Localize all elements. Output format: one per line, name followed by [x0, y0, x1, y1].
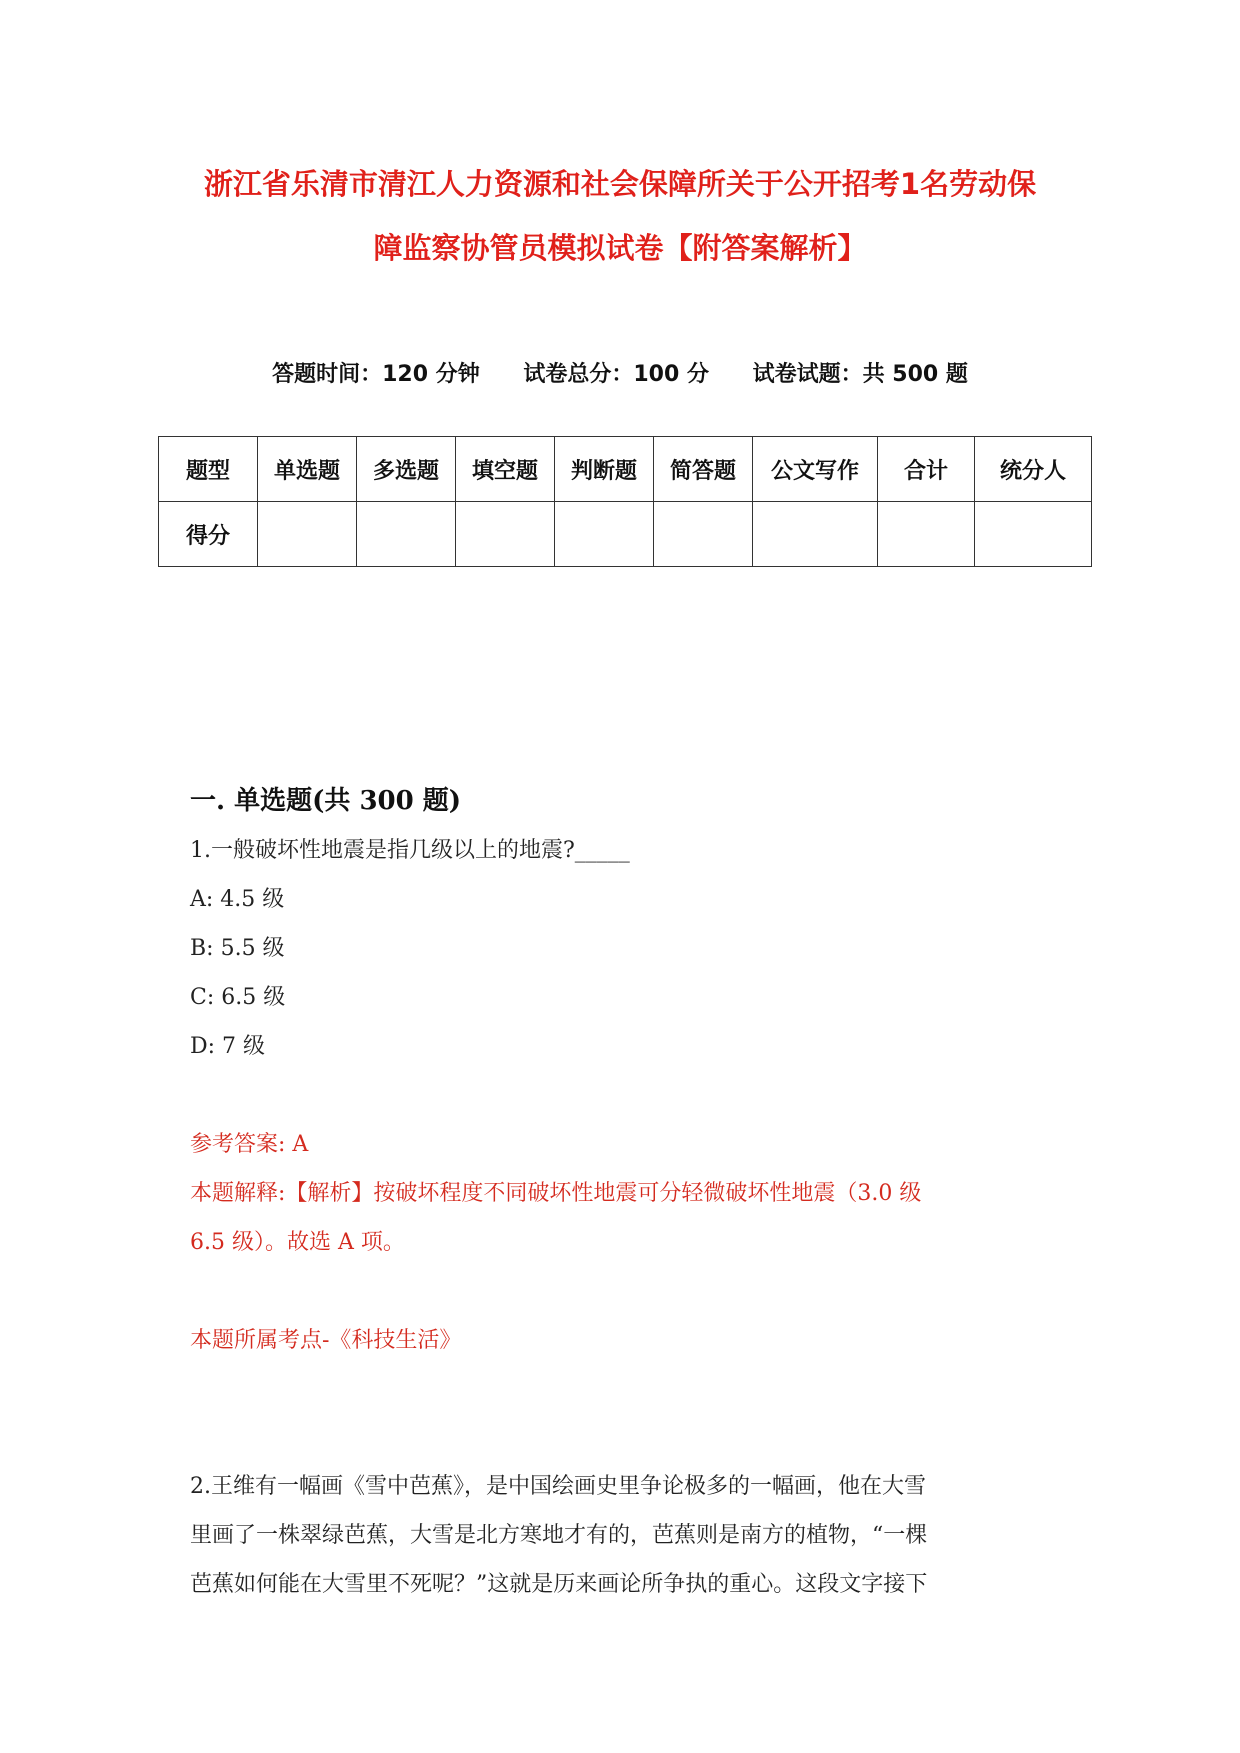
- exam-question-count: 试卷试题：共 500 题: [752, 362, 968, 387]
- score-row-label: 得分: [159, 502, 258, 567]
- q1-explanation-line2: 6.5 级）。故选 A 项。: [190, 1230, 405, 1255]
- score-header-total: 合计: [878, 437, 975, 502]
- score-header-single: 单选题: [258, 437, 357, 502]
- score-cell: [258, 502, 357, 567]
- score-header-short: 简答题: [654, 437, 753, 502]
- score-table-header-row: [159, 437, 1092, 502]
- document-title-line1: 浙江省乐清市清江人力资源和社会保障所关于公开招考1名劳动保: [203, 167, 1037, 201]
- q2-line2: 里画了一株翠绿芭蕉，大雪是北方寒地才有的，芭蕉则是南方的植物，“一棵: [190, 1523, 928, 1548]
- exam-time: 答题时间：120 分钟: [272, 362, 480, 387]
- q1-explanation-line1: 本题解释:【解析】按破坏程度不同破坏性地震可分轻微破坏性地震（3.0 级: [190, 1181, 922, 1206]
- score-cell: [456, 502, 555, 567]
- q1-question: 1.一般破坏性地震是指几级以上的地震?_____: [190, 838, 630, 863]
- score-cell: [878, 502, 975, 567]
- score-header-judge: 判断题: [555, 437, 654, 502]
- q2-line1: 2.王维有一幅画《雪中芭蕉》，是中国绘画史里争论极多的一幅画，他在大雪: [190, 1474, 926, 1499]
- score-table-score-row: [159, 502, 1092, 567]
- score-header-grader: 统分人: [975, 437, 1092, 502]
- score-header-fill: 填空题: [456, 437, 555, 502]
- score-header-type: 题型: [159, 437, 258, 502]
- q1-option-c: C: 6.5 级: [190, 985, 286, 1010]
- score-cell: [975, 502, 1092, 567]
- exam-meta: [150, 357, 1090, 388]
- score-cell: [753, 502, 878, 567]
- document-title-line2: 障监察协管员模拟试卷【附答案解析】: [373, 231, 867, 265]
- score-cell: [555, 502, 654, 567]
- q1-answer: 参考答案: A: [190, 1132, 309, 1157]
- section-title: 一. 单选题(共 300 题): [190, 786, 462, 816]
- q1-option-a: A: 4.5 级: [190, 887, 285, 912]
- q1-option-d: D: 7 级: [190, 1034, 266, 1059]
- q1-option-b: B: 5.5 级: [190, 936, 285, 961]
- score-header-multiple: 多选题: [357, 437, 456, 502]
- score-header-writing: 公文写作: [753, 437, 878, 502]
- exam-total-score: 试卷总分：100 分: [523, 362, 709, 387]
- q2-line3: 芭蕉如何能在大雪里不死呢？”这就是历来画论所争执的重心。这段文字接下: [190, 1572, 928, 1597]
- score-cell: [654, 502, 753, 567]
- score-cell: [357, 502, 456, 567]
- score-table: [158, 436, 1092, 567]
- q1-topic: 本题所属考点-《科技生活》: [190, 1328, 462, 1353]
